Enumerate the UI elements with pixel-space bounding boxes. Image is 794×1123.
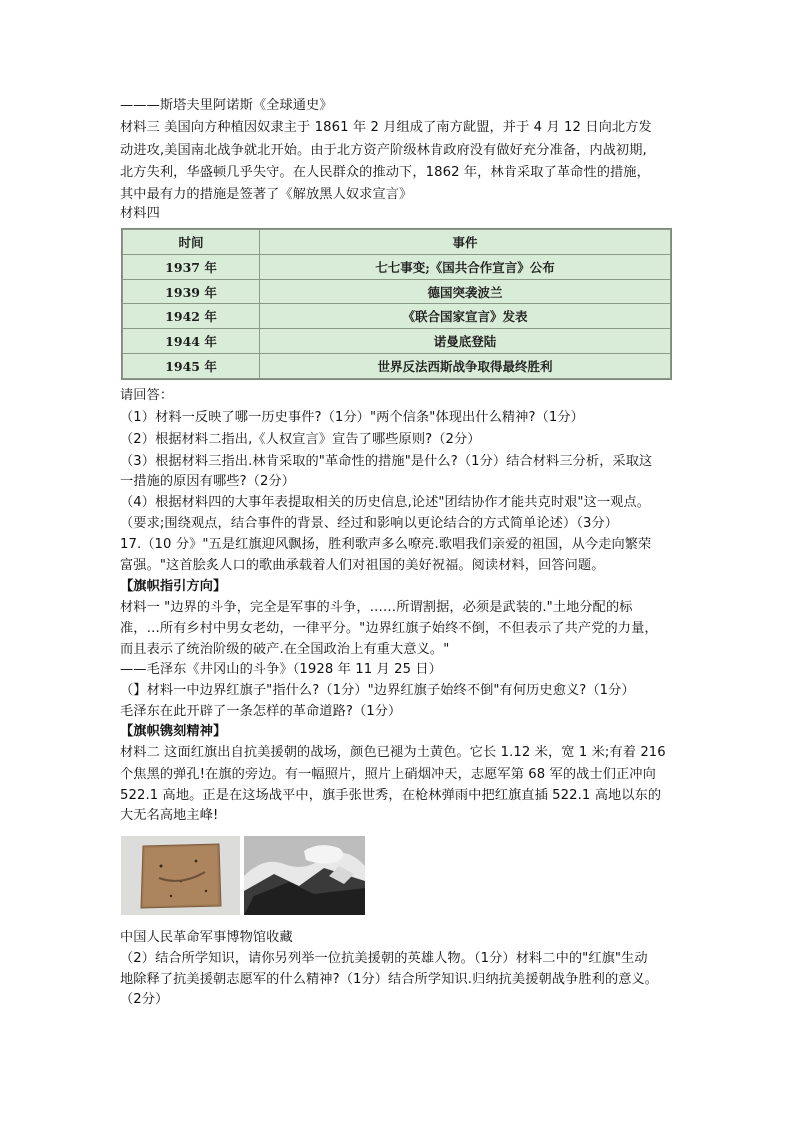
question-line: （2）根据材料二指出,《人权宣言》宣告了哪些原则?（2分） [120, 432, 481, 447]
material-two-line: 522.1 高地。正是在这场战平中，旗手张世秀，在枪林弹雨中把红旗直插 522.1 高地以东的 [120, 788, 662, 803]
war-flag-photo [121, 836, 240, 915]
question-line: （1）材料一反映了哪一历史事件?（1分）"两个信条"体现出什么精神?（1分） [120, 410, 584, 425]
table-header-row [123, 230, 671, 255]
table-cell-event: 德国突袭波兰 [260, 279, 671, 304]
photo-caption: 中国人民革命军事博物馆收藏 [120, 930, 293, 945]
final-question-line: （2）结合所学知识，请你另列举一位抗美援朝的英雄人物。（1分）材料二中的"红旗"生动 [120, 951, 648, 966]
table-header-time: 时间 [123, 230, 260, 255]
question-17-line: 富强。"这首脍炙人口的歌曲承载着人们对祖国的美好祝福。阅读材料，回答问题。 [120, 558, 605, 573]
material-three-line: 材料三 美国向方种植因奴隶主于 1861 年 2 月组成了南方龀盟，并于 4 月 12 日向北方发 [120, 120, 652, 135]
sub-question-line: 毛泽东在此开辟了一条怎样的革命道路?（1分） [120, 704, 402, 719]
table-row [123, 354, 671, 379]
question-line: （4）根据材料四的大事年表提取相关的历史信息,论述"团结协作才能共克时艰"这一观点。 [120, 495, 651, 510]
section-heading-guidance: 【旗帜指引方向】 [120, 579, 227, 594]
table-cell-year: 1942 年 [123, 304, 260, 329]
table-cell-event: 《联合国家宣言》发表 [260, 304, 671, 329]
material-one-line: 材料一 "边界的斗争，完全是军事的斗争，……所谓割据，必须是武装的."土地分配的标 [120, 600, 633, 615]
questions-intro: 请回答： [120, 388, 174, 403]
final-question-line: （2分） [120, 992, 169, 1007]
question-line: （3）根据材料三指出.林肯采取的"革命性的措施"是什么?（1分）结合材料三分析，采取这 [120, 454, 653, 469]
table-cell-year: 1944 年 [123, 329, 260, 354]
material-three-line: 北方失利，华盛顿几乎失守。在人民群众的推动下，1862 年，林肯采取了革命性的措施， [120, 165, 650, 180]
material-one-line: 准，…所有乡村中男女老幼，一律平分。"边界红旗子始终不倒，不但表示了共产党的力量， [120, 621, 658, 636]
table-cell-event: 诺曼底登陆 [260, 329, 671, 354]
question-17-line: 17.（10 分》"五是红旗迎风飘扬，胜利歌声多么嘹亮.歌唱我们亲爱的祖国，从今走向繁荣 [120, 537, 652, 552]
material-two-line: 大无名高地主峰! [120, 808, 219, 823]
table-row [123, 329, 671, 354]
material-three-line: 动进攻,美国南北战争就北开始。由于北方资产阶级林肯政府没有做好充分准备，内战初期, [120, 143, 647, 158]
section-heading-spirit: 【旗帜镌刻精神】 [120, 724, 227, 739]
material-one-line: 而且表示了统治阶级的破产.在全国政治上有重大意义。" [120, 642, 450, 657]
table-row [123, 279, 671, 304]
material-two-line: 材料二 这面红旗出自抗美援朝的战场，颜色已褪为土黄色。它长 1.12 米，宽 1 米;有着 216 [120, 745, 666, 760]
table-cell-year: 1945 年 [123, 354, 260, 379]
table-row [123, 254, 671, 279]
table-cell-event: 世界反法西斯战争取得最终胜利 [260, 354, 671, 379]
material-two-line: 个焦黑的弹孔!在旗的旁边。有一幅照片，照片上硝烟冲天，志愿军第 68 军的战士们正冲向 [120, 767, 656, 782]
table-header-event: 事件 [260, 230, 671, 255]
table-cell-event: 七七事变;《国共合作宣言》公布 [260, 254, 671, 279]
question-line: （要求;围绕观点，结合事件的背景、经过和影响以更论结合的方式简单论述）（3分） [120, 516, 619, 531]
material-three-line: 其中最有力的措施是签著了《解放黑人奴求宣言》 [120, 187, 413, 202]
question-line: 一措施的原因有哪些?（2分） [120, 474, 296, 489]
table-row [123, 304, 671, 329]
source-citation: ———斯塔夫里阿诺斯《全球通史》 [120, 98, 333, 113]
table-cell-year: 1937 年 [123, 254, 260, 279]
material-one-citation: ——毛泽东《井冈山的斗争》（1928 年 11 月 25 日） [120, 662, 442, 677]
table-cell-year: 1939 年 [123, 279, 260, 304]
chronology-table [121, 228, 672, 380]
battle-photo [244, 836, 365, 915]
final-question-line: 地除释了抗美援朝志愿军的什么精神?（1分）结合所学知识.归纳抗美援朝战争胜利的意义。 [120, 972, 659, 987]
material-four-label: 材料四 [120, 206, 160, 221]
sub-question-line: （】材料一中边界红旗子"指什么?（1分）"边界红旗子始终不倒"有何历史愈义?（1分） [120, 683, 635, 698]
